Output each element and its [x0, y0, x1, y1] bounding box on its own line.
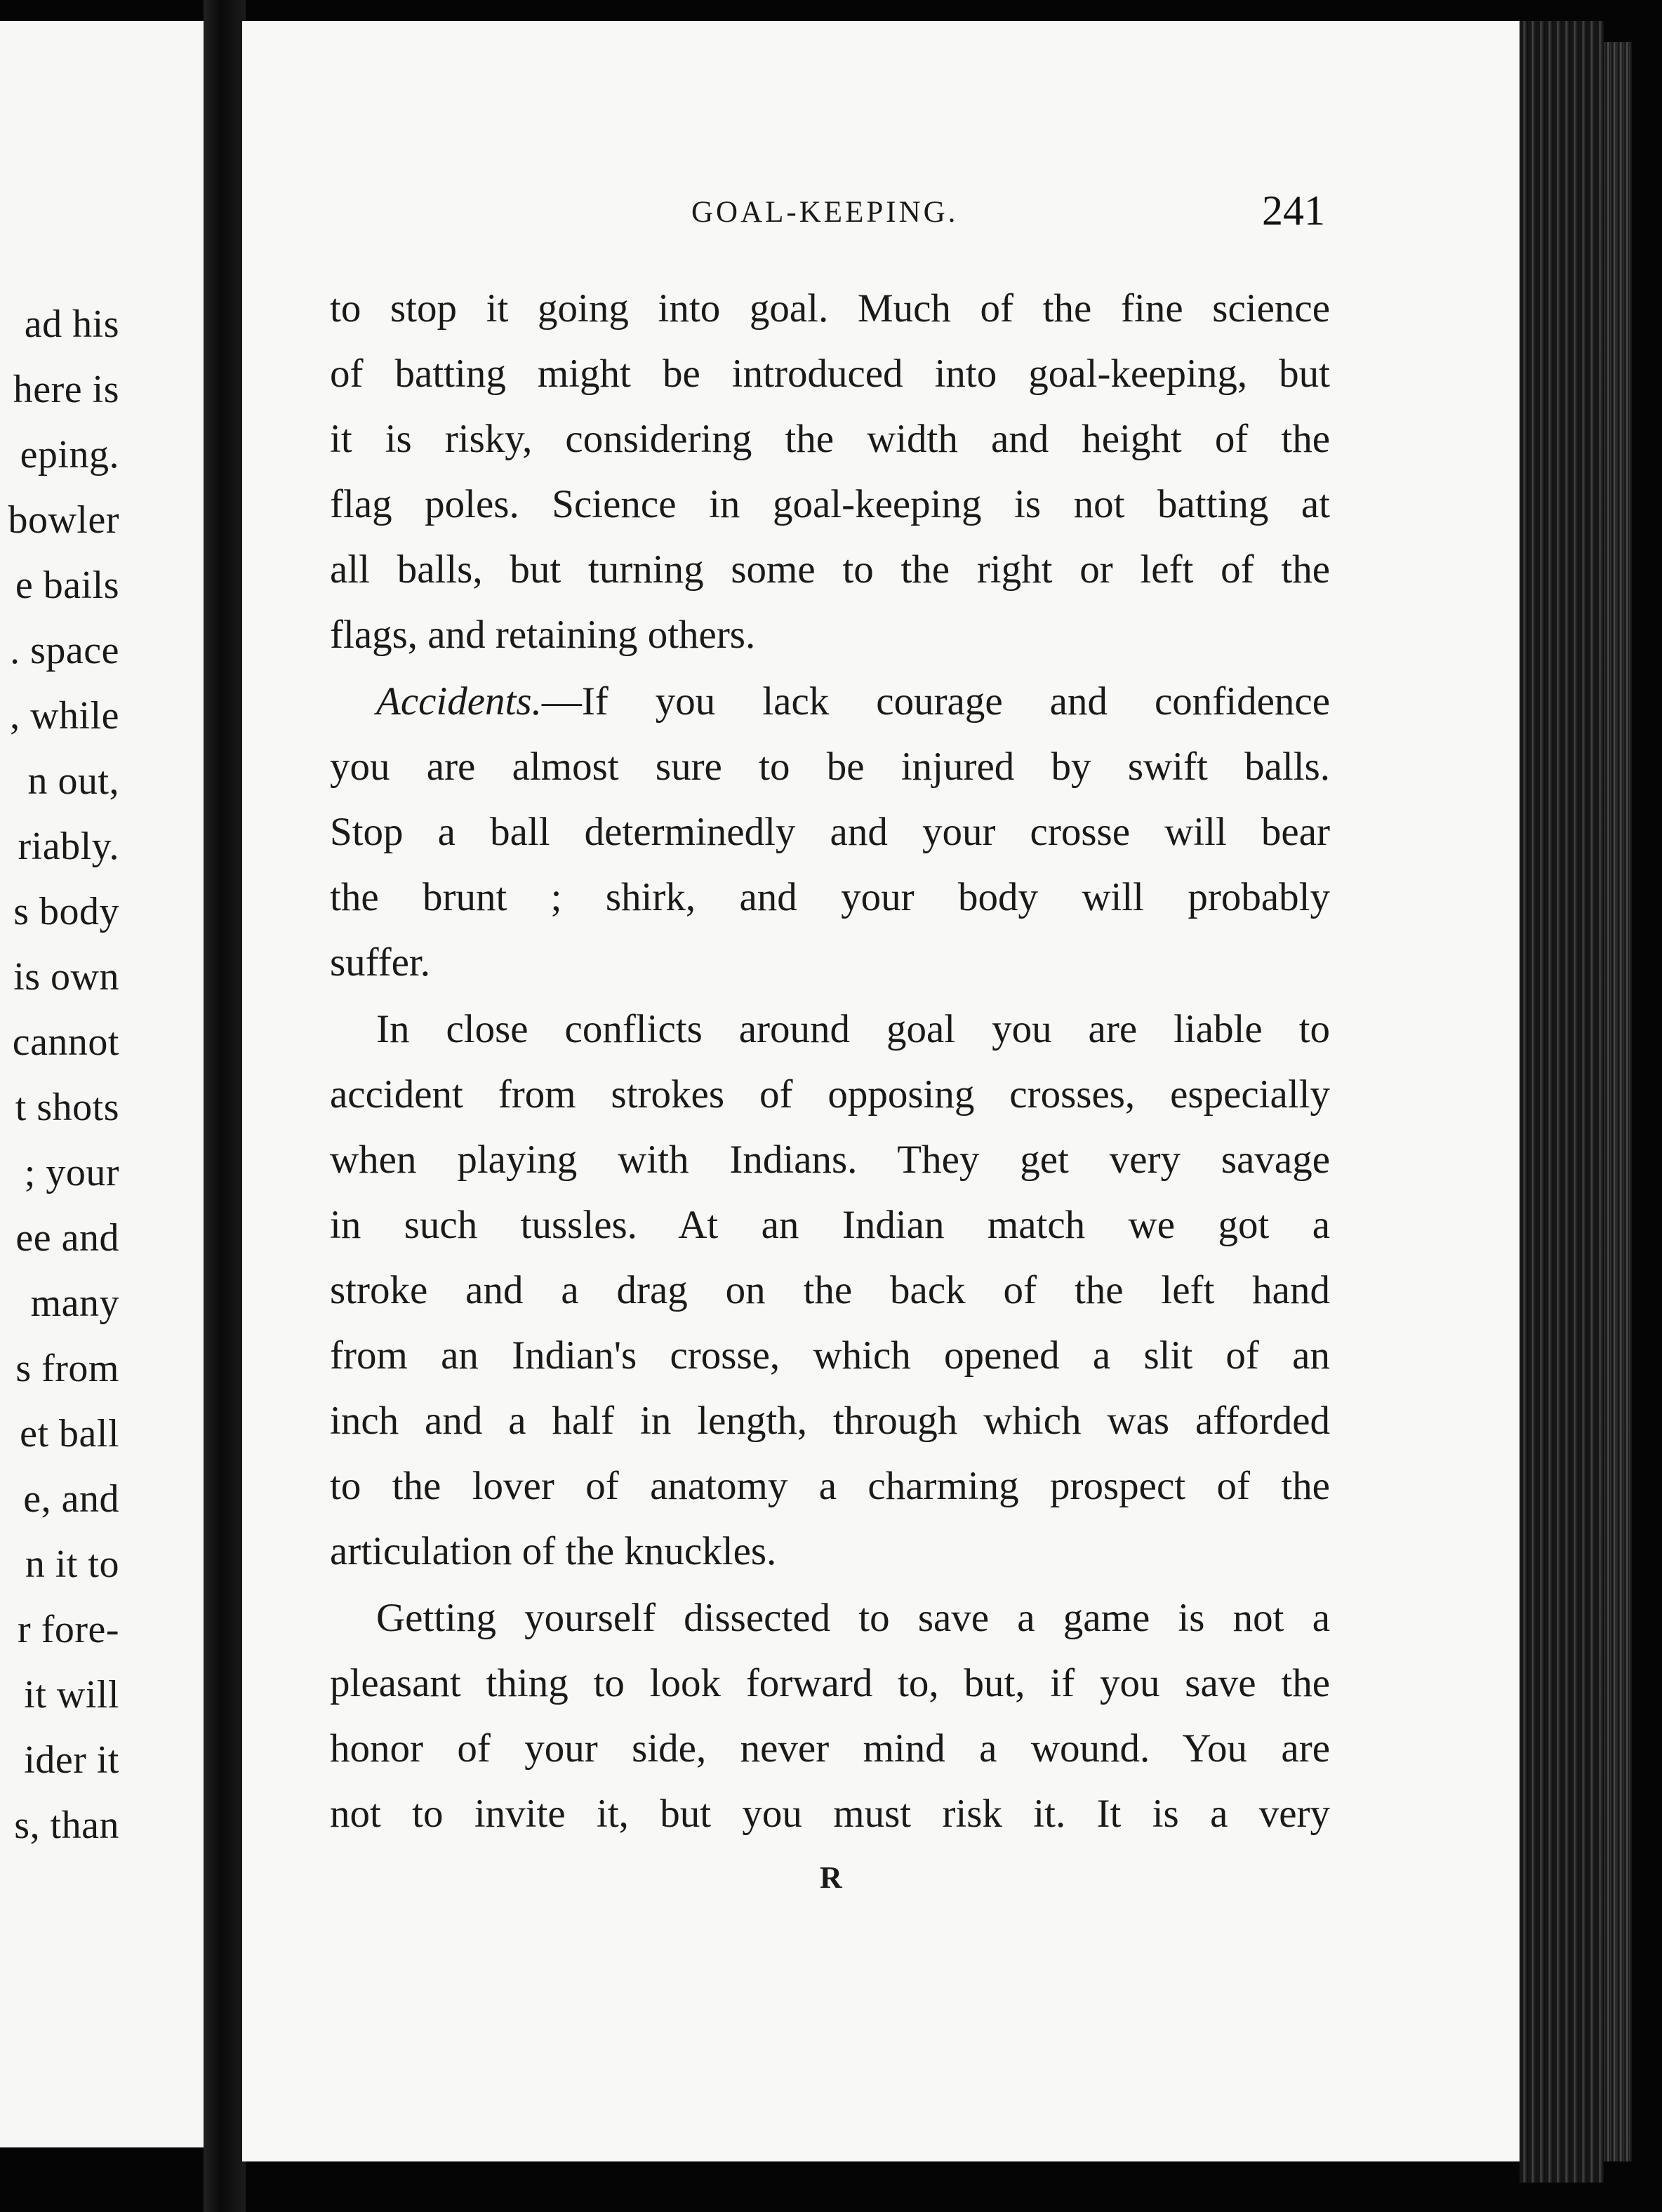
left-line-fragment: r fore- [18, 1608, 119, 1651]
left-line-fragment: e, and [23, 1477, 119, 1521]
left-line-fragment: is own [13, 955, 119, 999]
left-line-fragment: ee and [15, 1216, 119, 1260]
left-line-fragment: , while [10, 694, 119, 738]
body-line: articulation of the knuckles. [330, 1529, 777, 1573]
body-line: inch and a half in length, through which was afforded [330, 1399, 1330, 1443]
page-number: 241 [1262, 187, 1325, 234]
left-line-fragment: s body [13, 890, 119, 933]
left-line-fragment: et ball [20, 1412, 119, 1455]
body-line: honor of your side, never mind a wound. You are [330, 1726, 1330, 1771]
accidents-heading: Accidents. [376, 679, 542, 724]
body-line: to stop it going into goal. Much of the fine science [330, 286, 1330, 331]
page-edges-outer [1604, 42, 1632, 2161]
page-edges [1520, 21, 1604, 2183]
book-gutter [204, 0, 246, 2212]
left-line-fragment: many [30, 1281, 119, 1325]
body-line: it is risky, considering the width and height of the [330, 417, 1330, 461]
left-line-fragment: here is [13, 368, 119, 411]
body-line: pleasant thing to look forward to, but, if you save the [330, 1661, 1330, 1705]
left-page [0, 21, 211, 2147]
left-line-fragment: n out, [27, 759, 119, 803]
left-line-fragment: s from [15, 1347, 119, 1390]
body-line: to the lover of anatomy a charming prospect of the [330, 1464, 1330, 1508]
left-line-fragment: e bails [15, 564, 119, 607]
left-line-fragment: bowler [8, 498, 119, 542]
body-line: the brunt ; shirk, and your body will probably [330, 875, 1330, 919]
accidents-paragraph-start [330, 677, 1330, 726]
body-line: accident from strokes of opposing crosses, especially [330, 1072, 1330, 1117]
body-line: In close conflicts around goal you are liable to [376, 1007, 1330, 1051]
left-line-fragment: eping. [20, 433, 119, 477]
left-line-fragment: cannot [12, 1020, 119, 1064]
left-line-fragment: ider it [24, 1738, 119, 1782]
left-line-fragment: . space [10, 629, 119, 672]
body-line: you are almost sure to be injured by swift balls. [330, 745, 1330, 789]
body-line: flag poles. Science in goal-keeping is not batting at [330, 482, 1330, 526]
left-line-fragment: riably. [18, 825, 119, 868]
body-line: in such tussles. At an Indian match we got a [330, 1203, 1330, 1247]
left-line-fragment: s, than [14, 1804, 119, 1847]
left-line-fragment: t shots [15, 1086, 119, 1129]
left-line-fragment: ad his [24, 302, 119, 346]
accidents-text: —If you lack courage and confidence [541, 679, 1330, 724]
body-line: Getting yourself dissected to save a game is not a [376, 1596, 1330, 1640]
body-line: flags, and retaining others. [330, 613, 756, 657]
body-line: all balls, but turning some to the right or left of the [330, 547, 1330, 592]
body-line: stroke and a drag on the back of the left hand [330, 1268, 1330, 1312]
left-line-fragment: ; your [24, 1151, 119, 1194]
body-line: suffer. [330, 940, 431, 985]
body-line: not to invite it, but you must risk it. It is a very [330, 1792, 1330, 1836]
body-line: Stop a ball determinedly and your crosse will bear [330, 810, 1330, 854]
body-line: from an Indian's crosse, which opened a slit of an [330, 1333, 1330, 1378]
signature-mark: R [820, 1860, 842, 1895]
left-line-fragment: it will [24, 1673, 119, 1717]
running-head: GOAL-KEEPING. [691, 196, 959, 229]
body-line: when playing with Indians. They get very savage [330, 1138, 1330, 1182]
left-line-fragment: n it to [25, 1543, 119, 1586]
body-line: of batting might be introduced into goal-keeping, but [330, 352, 1330, 396]
